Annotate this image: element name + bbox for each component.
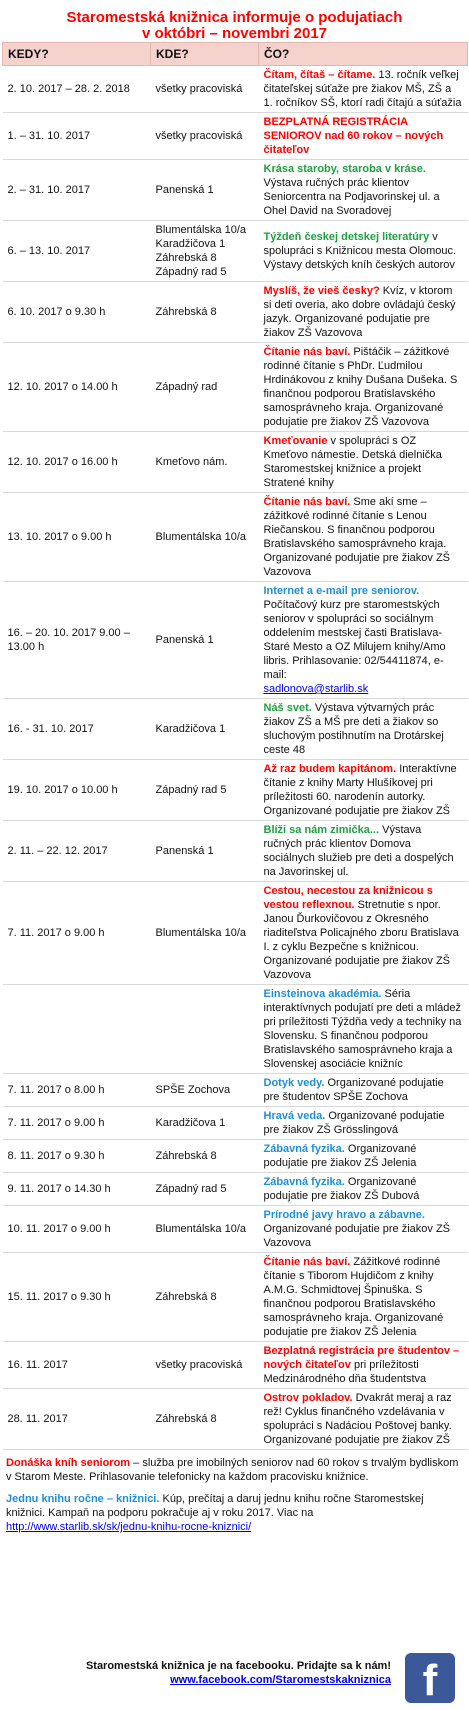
event-what [259,1342,468,1389]
event-description: Organizované podujatie pre študentov SPŠE Zochova [263,1077,444,1103]
event-description: Interaktívne čítanie z knihy Marty Hlušíkovej pri príležitosti 60. narodenín autorky. Organizované podujatie pre žiakov ZŠ [263,763,457,817]
footer-notes [0,1450,469,1534]
event-what [259,1140,468,1173]
event-what [259,1074,468,1107]
event-row [3,282,468,343]
event-title: Krása staroby, staroba v kráse. [263,163,426,175]
facebook-banner [0,1647,469,1707]
event-when: 12. 10. 2017 o 16.00 h [3,432,151,493]
event-where: Kmeťovo nám. [151,432,259,493]
event-title: BEZPLATNÁ REGISTRÁCIA SENIOROV nad 60 rokov – nových čitateľov [263,116,444,156]
table-header-row [3,43,468,66]
event-row [3,1253,468,1342]
event-title: Blíži sa nám zimička... [263,824,380,836]
event-title: Náš svet. [263,702,312,714]
event-when: 2. 11. – 22. 12. 2017 [3,821,151,882]
event-where: Panenská 1 [151,160,259,221]
event-row [3,221,468,282]
event-what [259,282,468,343]
event-title: Internet a e-mail pre seniorov. [263,585,420,597]
facebook-link[interactable]: www.facebook.com/Staromestskakniznica [170,1674,391,1686]
event-description: Výstava ručných prác klientov Seniorcentra na Podjavorinskej ul. a Ohel David na Svoradovej [263,177,440,217]
event-what [259,1389,468,1450]
facebook-icon[interactable]: f [405,1653,455,1703]
event-row [3,66,468,113]
event-description: Dvakrát meraj a raz rež! Cyklus finančného vzdelávania v spolupráci s Nadáciou Poštovej banky. Organizované podujatie pre žiakov ZŠ [263,1392,452,1446]
header-what: ČO? [259,43,468,66]
delivery-note [6,1456,463,1484]
event-where: Záhrebská 8 [151,1253,259,1342]
email-link[interactable]: sadlonova@starlib.sk [263,683,369,695]
facebook-invite: Staromestská knižnica je na facebooku. Pridajte sa k nám! [85,1660,391,1672]
event-when: 9. 11. 2017 o 14.30 h [3,1173,151,1206]
event-where: Blumentálska 10/a [151,882,259,985]
event-description: v spolupráci s Knižnicou mesta Olomouc. Výstavy detských kníh českých autorov [263,231,457,271]
event-when: 8. 11. 2017 o 9.30 h [3,1140,151,1173]
event-where: Západný rad 5 [151,1173,259,1206]
event-description: Séria interaktívnych podujatí pre deti a mládež pri príležitosti Týždňa vedy a techniky na Slovensku. S finančnou podporou Bratislavského samosprávneho kraja a Slovenskej asociácie knižníc [263,988,462,1070]
event-title: Zábavná fyzika. [263,1176,345,1188]
event-when: 15. 11. 2017 o 9.30 h [3,1253,151,1342]
event-what [259,221,468,282]
event-what [259,1206,468,1253]
event-title: Zábavná fyzika. [263,1143,345,1155]
event-what [259,985,468,1074]
event-title: Kmeťovanie [263,435,328,447]
event-description: 13. ročník veľkej čitateľskej súťaže pre žiakov MŠ, ZŠ a 1. ročníkov SŠ, ktorí radi čítajú a súťažia [263,69,462,109]
event-row [3,1140,468,1173]
event-title: Prírodné javy hravo a zábavne. [263,1209,425,1221]
events-table-body [3,66,468,1450]
event-description: v spolupráci s OZ Kmeťovo námestie. Detská dielnička Staromestskej knižnice a projekt Stratené knihy [263,435,442,489]
event-where: SPŠE Zochova [151,1074,259,1107]
event-row [3,760,468,821]
event-row [3,1173,468,1206]
event-row [3,1342,468,1389]
event-when: 7. 11. 2017 o 8.00 h [3,1074,151,1107]
event-where: všetky pracoviská [151,113,259,160]
event-row [3,160,468,221]
event-when: 7. 11. 2017 o 9.00 h [3,882,151,985]
event-where: Panenská 1 [151,821,259,882]
event-when: 2. – 31. 10. 2017 [3,160,151,221]
event-when [3,985,151,1074]
event-title: Bezplatná registrácia pre študentov – nových čitateľov [263,1345,460,1371]
event-when: 7. 11. 2017 o 9.00 h [3,1107,151,1140]
event-where: Záhrebská 8 [151,282,259,343]
event-row [3,1074,468,1107]
event-row [3,1206,468,1253]
event-where: Blumentálska 10/a [151,493,259,582]
event-title: Ostrov pokladov. [263,1392,353,1404]
events-table [2,42,468,1450]
event-description: Výstava výtvarných prác žiakov ZŠ a MŠ pre deti a žiakov so sluchovým postihnutím na Drotárskej ceste 48 [263,702,444,756]
event-title: Einsteinova akadémia. [263,988,382,1000]
event-what [259,343,468,432]
page-title [0,0,469,42]
header-when: KEDY? [3,43,151,66]
event-what [259,493,468,582]
event-when: 28. 11. 2017 [3,1389,151,1450]
event-row [3,1389,468,1450]
event-row [3,493,468,582]
event-description: Výstava ručných prác klientov Domova sociálnych služieb pre deti a dospelých na Javorinskej ul. [263,824,454,878]
title-line-1: Staromestská knižnica informuje o podujatiach [66,9,403,26]
event-description: Sme akí sme – zážitkové rodinné čítanie s Lenou Riečanskou. S finančnou podporou Bratislavského samosprávneho kraja. Organizované podujatie pre žiakov ZŠ Vazovova [263,496,450,578]
event-what [259,1253,468,1342]
event-title: Čítanie nás baví. [263,346,351,358]
event-description: Zážitkové rodinné čítanie s Tiborom Hujdičom z knihy A.M.G. Schmidtovej Špinuška. S finančnou podporou Bratislavského samosprávneho kraja. Organizované podujatie pre žiakov ZŠ Jelenia [263,1256,444,1338]
event-title: Týždeň českej detskej literatúry [263,231,430,243]
event-what [259,432,468,493]
event-row [3,343,468,432]
event-row [3,582,468,699]
event-description: Kvíz, v ktorom si deti overia, ako dobre ovládajú český jazyk. Organizované podujatie pre žiakov ZŠ Vazovova [263,285,456,339]
event-when: 16. – 20. 10. 2017 9.00 – 13.00 h [3,582,151,699]
event-what [259,699,468,760]
event-description: Pištáčik – zážitkové rodinné čítanie s PhDr. Ľudmilou Hrdinákovou z knihy Dušana Dušeka. S finančnou podporou Bratislavského samosprávneho kraja. Organizované podujatie pre žiakov ZŠ Vazovova [263,346,458,428]
facebook-text [86,1659,391,1687]
event-when: 6. – 13. 10. 2017 [3,221,151,282]
event-when: 10. 11. 2017 o 9.00 h [3,1206,151,1253]
event-title: Čítanie nás baví. [263,1256,351,1268]
event-where: Západný rad 5 [151,760,259,821]
event-what [259,113,468,160]
event-what [259,160,468,221]
delivery-text: – služba pre imobilných seniorov nad 60 rokov s trvalým bydliskom v Starom Meste. Prihlasovanie telefonicky na každom pracovisku knižnice. [6,1457,459,1483]
event-title: Hravá veda. [263,1110,326,1122]
event-title: Cestou, necestou za knižnicou s vestou reflexnou. [263,885,433,911]
event-description: pri príležitosti Medzinárodného dňa študentstva [263,1359,427,1385]
event-row [3,821,468,882]
event-what [259,1173,468,1206]
event-description: Organizované podujatie pre žiakov ZŠ Vazovova [263,1223,450,1249]
campaign-link[interactable]: http://www.starlib.sk/sk/jednu-knihu-rocne-kniznici/ [6,1521,252,1533]
event-description: Organizované podujatie pre žiakov ZŠ Jelenia [263,1143,417,1169]
event-where: Blumentálska 10/a [151,1206,259,1253]
book-note [6,1492,463,1534]
event-when: 13. 10. 2017 o 9.00 h [3,493,151,582]
event-what [259,821,468,882]
event-where [151,985,259,1074]
book-text: Kúp, prečítaj a daruj jednu knihu ročne Staromestskej knižnici. Kampaň na podporu pokračuje aj v roku 2017. Viac na [6,1493,424,1519]
event-where: Blumentálska 10/a Karadžičova 1 Záhrebská 8 Západný rad 5 [151,221,259,282]
event-row [3,985,468,1074]
event-when: 2. 10. 2017 – 28. 2. 2018 [3,66,151,113]
event-where: všetky pracoviská [151,1342,259,1389]
event-where: Panenská 1 [151,582,259,699]
event-what [259,882,468,985]
event-row [3,113,468,160]
event-title: Dotyk vedy. [263,1077,325,1089]
event-when: 16. 11. 2017 [3,1342,151,1389]
event-where: Záhrebská 8 [151,1140,259,1173]
title-line-2: v októbri – novembri 2017 [141,25,328,42]
event-title: Čítam, čítaš – čítame. [263,69,376,81]
event-where: Záhrebská 8 [151,1389,259,1450]
event-when: 6. 10. 2017 o 9.30 h [3,282,151,343]
header-where: KDE? [151,43,259,66]
event-row [3,699,468,760]
event-title: Až raz budem kapitánom. [263,763,397,775]
event-row [3,1107,468,1140]
book-highlight: Jednu knihu ročne – knižnici. [6,1493,160,1505]
event-what [259,760,468,821]
event-when: 16. - 31. 10. 2017 [3,699,151,760]
event-description: Organizované podujatie pre žiakov ZŠ Grösslingová [263,1110,445,1136]
event-title: Myslíš, že vieš česky? [263,285,380,297]
event-when: 19. 10. 2017 o 10.00 h [3,760,151,821]
event-description: Stretnutie s npor. Janou Ďurkovičovou z Okresného riaditeľstva Policajného zboru Bratislava I. z cyklu Bezpečne s knižnicou. Organizované podujatie pre žiakov ZŠ Vazovova [263,899,459,981]
event-what [259,582,468,699]
event-when: 1. – 31. 10. 2017 [3,113,151,160]
event-row [3,882,468,985]
event-where: Karadžičova 1 [151,699,259,760]
event-where: Karadžičova 1 [151,1107,259,1140]
event-description: Počítačový kurz pre staromestských seniorov v spolupráci so sociálnym oddelením mestskej časti Bratislava-Staré Mesto a OZ Milujem knihy/Amo libris. Prihlasovanie: 02/54411874, e-mail: [263,599,446,681]
event-what [259,1107,468,1140]
delivery-highlight: Donáška kníh seniorom [6,1457,131,1469]
event-title: Čítanie nás baví. [263,496,351,508]
event-where: všetky pracoviská [151,66,259,113]
event-where: Západný rad [151,343,259,432]
event-when: 12. 10. 2017 o 14.00 h [3,343,151,432]
event-what [259,66,468,113]
event-row [3,432,468,493]
event-description: Organizované podujatie pre žiakov ZŠ Dubová [263,1176,420,1202]
